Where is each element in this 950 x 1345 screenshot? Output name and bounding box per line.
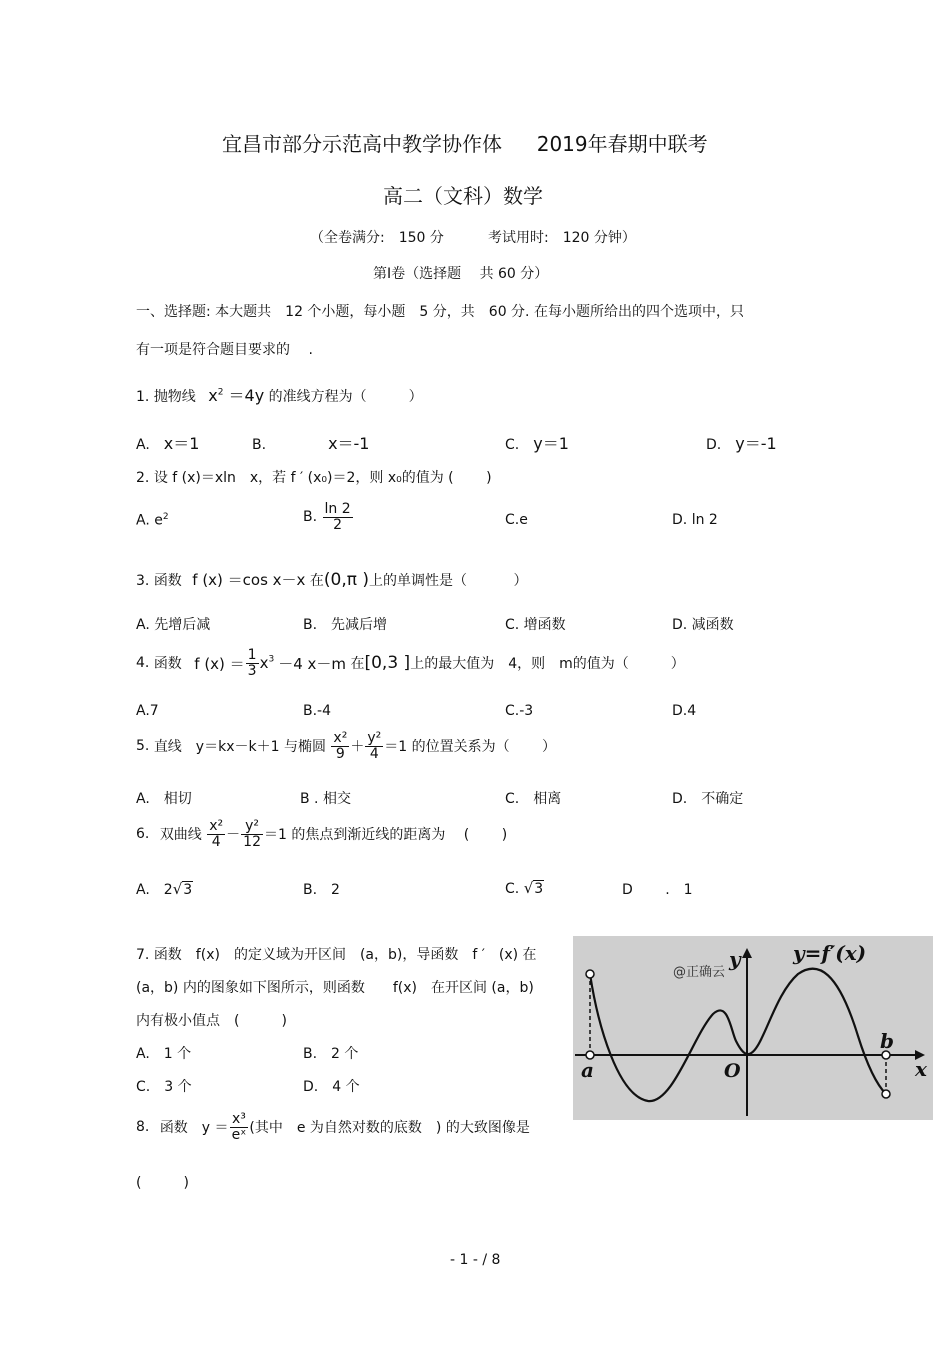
q7-option-a: A. 1 个: [136, 1046, 192, 1062]
fraction: $\frac{\text{y²}}{4}$: [367, 730, 382, 762]
part-label: 第Ⅰ卷（选择题 共 60 分）: [373, 266, 549, 282]
q3-option-b: B. 先减后增: [303, 617, 388, 633]
q3-option-c: C. 增函数: [505, 617, 566, 633]
section-line-1: 一、选择题: 本大题共 12 个小题，每小题 5 分，共 60 分. 在每小题所给出的四个选项中，只: [136, 304, 744, 320]
question-3: 3. 函数 f (x) ＝cos x－x 在(0,π )上的单调性是（ ）: [136, 570, 528, 590]
section-line-2: 有一项是符合题目要求的 .: [136, 342, 313, 358]
question-5: 5. 直线 y＝kx－k＋1 与椭圆 $\frac{\text{x²}}{9}$ ＋ $\frac{\text{y²}}{4}$ ＝1 的位置关系为（ ）: [136, 730, 557, 762]
page-number: - 1 - / 8: [450, 1252, 501, 1268]
q5-option-a: A. 相切: [136, 791, 192, 807]
q4-option-d: D.4: [672, 703, 697, 719]
x-label: x: [915, 1057, 927, 1081]
question-1: [136, 383, 423, 406]
q7-option-d: D. 4 个: [303, 1079, 360, 1095]
q5-option-b: B . 相交: [300, 791, 351, 807]
q1-option-a: A. x＝1: [136, 434, 200, 453]
q4-option-b: B.-4: [303, 703, 332, 719]
q7-option-c: C. 3 个: [136, 1079, 192, 1095]
score-info: （全卷满分: 150 分: [310, 230, 444, 246]
endpoint-circle-a-top: [586, 970, 594, 978]
derivative-graph: [573, 936, 933, 1120]
q1-option-b: B. x＝-1: [252, 434, 370, 453]
exam-title-year: 2019年春期中联考: [536, 132, 708, 156]
origin-label: O: [724, 1060, 741, 1082]
question-7-line-3: 内有极小值点 ( ): [136, 1013, 287, 1029]
y-axis-arrow: [742, 948, 752, 958]
a-label: a: [581, 1058, 594, 1082]
question-text: 抛物线: [153, 389, 196, 405]
exam-subtitle: 高二（文科）数学: [383, 184, 543, 208]
q3-option-a: A. 先增后减: [136, 617, 211, 633]
q3-option-d: D. 减函数: [672, 617, 734, 633]
q4-option-c: C.-3: [505, 703, 534, 719]
fraction: $\frac{\text{x²}}{4}$: [209, 818, 224, 850]
fraction: $\frac{\ln 2}{2}$: [324, 501, 351, 533]
question-6: 6. 双曲线 $\frac{\text{x²}}{4}$ － $\frac{\text{y²}}{12}$ ＝1 的焦点到渐近线的距离为 ( ): [136, 818, 508, 850]
exam-title: [222, 128, 708, 157]
derivative-graph-svg: [573, 936, 933, 1120]
q2-option-d: D. ln 2: [672, 512, 718, 528]
question-8: 8. 函数 y ＝ $\frac{\text{x³}}{\text{eˣ}}$ (其中 e 为自然对数的底数 ) 的大致图像是: [136, 1111, 530, 1143]
q6-option-d: D . 1: [622, 882, 693, 898]
exam-title-main: 宜昌市部分示范高中教学协作体: [222, 132, 502, 156]
q4-option-a: A.7: [136, 703, 159, 719]
q6-option-a: A. 2√3: [136, 880, 193, 898]
parabola-equation: $x^2 =4y$: [208, 386, 265, 405]
question-4: 4. 函数 f (x) ＝ $\frac{1}{3}$ $x^3 -4$ x－m 在[0,3 ]上的最大值为 4，则 m的值为（ ）: [136, 647, 685, 679]
question-text: 的准线方程为（ ）: [268, 389, 423, 405]
fraction: $\frac{\text{y²}}{12}$: [243, 818, 261, 850]
b-label: b: [880, 1029, 894, 1053]
time-info: 考试用时: 120 分钟）: [488, 230, 636, 246]
fraction: $\frac{\text{x²}}{9}$: [333, 730, 348, 762]
question-number: 1.: [136, 389, 150, 405]
q6-option-b: B. 2: [303, 882, 340, 898]
fraction: $\frac{\text{x³}}{\text{eˣ}}$: [231, 1111, 247, 1143]
question-8-line-2: ( ): [136, 1175, 189, 1191]
watermark: @正确云: [673, 965, 726, 980]
q1-option-d: D. y＝-1: [706, 434, 777, 453]
q2-option-c: C.e: [505, 512, 528, 528]
y-label: y: [729, 947, 741, 971]
question-7-line-1: 7. 函数 f(x) 的定义域为开区间 (a，b)，导函数 f ′ (x) 在: [136, 947, 537, 963]
q1-option-c: C. y＝1: [505, 434, 569, 453]
question-2: 2. 设 f (x)＝xln x，若 f ′ (x₀)＝2，则 x₀的值为 ( ): [136, 470, 492, 486]
curve-label: y=f′(x): [793, 941, 867, 965]
q6-option-c: C. √3: [505, 879, 544, 897]
q2-option-b: B. $\frac{\ln 2}{2}$: [303, 501, 351, 533]
endpoint-circle-b-bottom: [882, 1090, 890, 1098]
q2-option-a: A. $e^2$: [136, 512, 169, 529]
q7-option-b: B. 2 个: [303, 1046, 359, 1062]
fraction: $\frac{1}{3}$: [247, 647, 257, 679]
question-7-line-2: (a，b) 内的图象如下图所示，则函数 f(x) 在开区间 (a，b): [136, 980, 534, 996]
q5-option-d: D. 不确定: [672, 791, 744, 807]
q5-option-c: C. 相离: [505, 791, 562, 807]
